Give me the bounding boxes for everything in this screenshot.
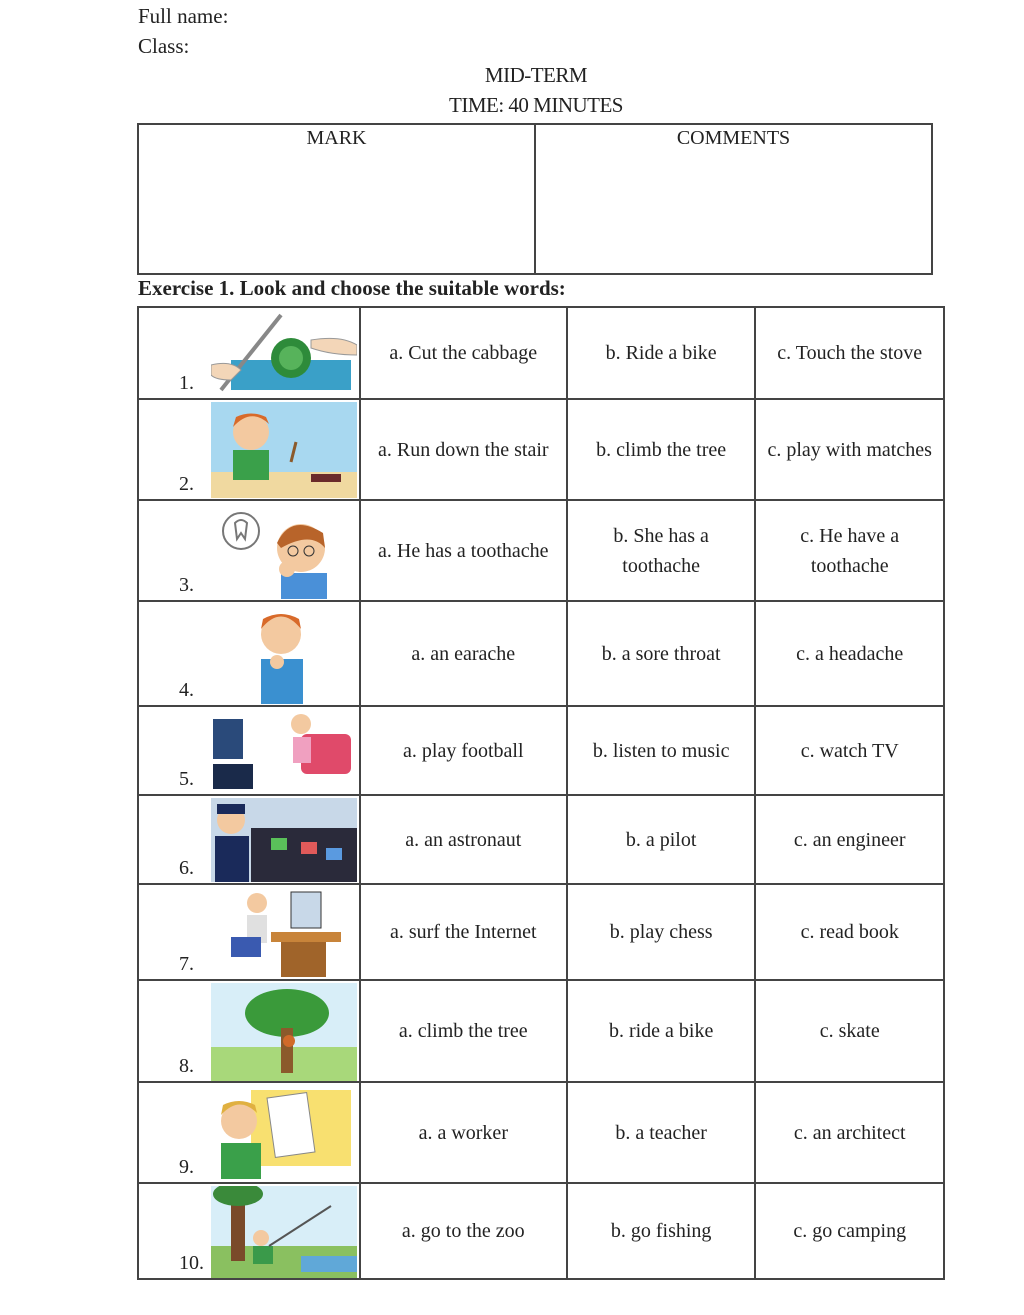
option-c[interactable]: c. Touch the stove <box>755 307 944 399</box>
option-b[interactable]: b. climb the tree <box>567 399 756 500</box>
mark-label: MARK <box>306 127 367 149</box>
mark-comments-table <box>137 123 933 275</box>
exercise-row <box>138 884 944 980</box>
option-b[interactable]: b. a teacher <box>567 1082 756 1183</box>
option-a[interactable]: a. a worker <box>360 1082 567 1183</box>
option-b[interactable]: b. go fishing <box>567 1183 756 1279</box>
option-b[interactable]: b. play chess <box>567 884 756 980</box>
picture-cell <box>138 1183 360 1279</box>
pilot-cockpit-picture <box>211 798 357 882</box>
option-a[interactable]: a. climb the tree <box>360 980 567 1082</box>
option-a[interactable]: a. Cut the cabbage <box>360 307 567 399</box>
picture-cell <box>138 706 360 795</box>
boy-toothache-picture <box>211 503 357 599</box>
picture-cell <box>138 884 360 980</box>
option-a[interactable]: a. He has a toothache <box>360 500 567 601</box>
option-c[interactable]: c. play with matches <box>755 399 944 500</box>
picture-cell <box>138 1082 360 1183</box>
option-c[interactable]: c. an architect <box>755 1082 944 1183</box>
picture-cell <box>138 500 360 601</box>
option-a[interactable]: a. an astronaut <box>360 795 567 884</box>
option-b[interactable]: b. Ride a bike <box>567 307 756 399</box>
exercise-row <box>138 1082 944 1183</box>
item-number: 7. <box>179 953 194 975</box>
option-b[interactable]: b. a pilot <box>567 795 756 884</box>
item-number: 6. <box>179 857 194 879</box>
item-number: 4. <box>179 679 194 701</box>
option-c[interactable]: c. go camping <box>755 1183 944 1279</box>
class-label: Class: <box>138 34 190 58</box>
full-name-label: Full name: <box>138 4 229 28</box>
boy-playing-matches-picture <box>211 402 357 498</box>
option-b[interactable]: b. ride a bike <box>567 980 756 1082</box>
girl-watching-tv-picture <box>211 709 357 793</box>
item-number: 1. <box>179 372 194 394</box>
option-c[interactable]: c. a headache <box>755 601 944 706</box>
item-number: 3. <box>179 574 194 596</box>
boy-fishing-picture <box>211 1186 357 1278</box>
exam-time: TIME: 40 MINUTES <box>449 93 623 117</box>
option-b[interactable]: b. a sore throat <box>567 601 756 706</box>
option-a[interactable]: a. Run down the stair <box>360 399 567 500</box>
exercise-row <box>138 795 944 884</box>
item-number: 5. <box>179 768 194 790</box>
boy-computer-picture <box>211 887 357 979</box>
exercise-row <box>138 980 944 1082</box>
exercise-row <box>138 500 944 601</box>
exam-title: MID-TERM <box>484 63 588 87</box>
option-c[interactable]: c. watch TV <box>755 706 944 795</box>
option-c[interactable]: c. read book <box>755 884 944 980</box>
option-c[interactable]: c. He have a toothache <box>755 500 944 601</box>
architect-drawing-picture <box>211 1085 357 1181</box>
item-number: 2. <box>179 473 194 495</box>
option-c[interactable]: c. an engineer <box>755 795 944 884</box>
item-number: 9. <box>179 1156 194 1178</box>
item-number: 8. <box>179 1055 194 1077</box>
comments-label: COMMENTS <box>676 127 791 149</box>
option-c[interactable]: c. skate <box>755 980 944 1082</box>
picture-cell <box>138 980 360 1082</box>
exercise-table <box>137 306 945 1280</box>
option-a[interactable]: a. play football <box>360 706 567 795</box>
picture-cell <box>138 601 360 706</box>
item-number: 10. <box>179 1252 204 1274</box>
picture-cell <box>138 307 360 399</box>
cabbage-cutting-picture <box>211 310 357 398</box>
mark-cell[interactable] <box>138 124 535 274</box>
exercise-title: Exercise 1. Look and choose the suitable words: <box>138 276 566 300</box>
option-b[interactable]: b. She has a toothache <box>567 500 756 601</box>
exercise-row <box>138 307 944 399</box>
exercise-row <box>138 399 944 500</box>
exercise-row <box>138 706 944 795</box>
option-a[interactable]: a. go to the zoo <box>360 1183 567 1279</box>
picture-cell <box>138 795 360 884</box>
tree-picture <box>211 983 357 1081</box>
boy-sore-throat-picture <box>211 604 357 704</box>
picture-cell <box>138 399 360 500</box>
option-a[interactable]: a. an earache <box>360 601 567 706</box>
option-b[interactable]: b. listen to music <box>567 706 756 795</box>
option-a[interactable]: a. surf the Internet <box>360 884 567 980</box>
exercise-row <box>138 1183 944 1279</box>
comments-cell[interactable] <box>535 124 932 274</box>
exercise-row <box>138 601 944 706</box>
